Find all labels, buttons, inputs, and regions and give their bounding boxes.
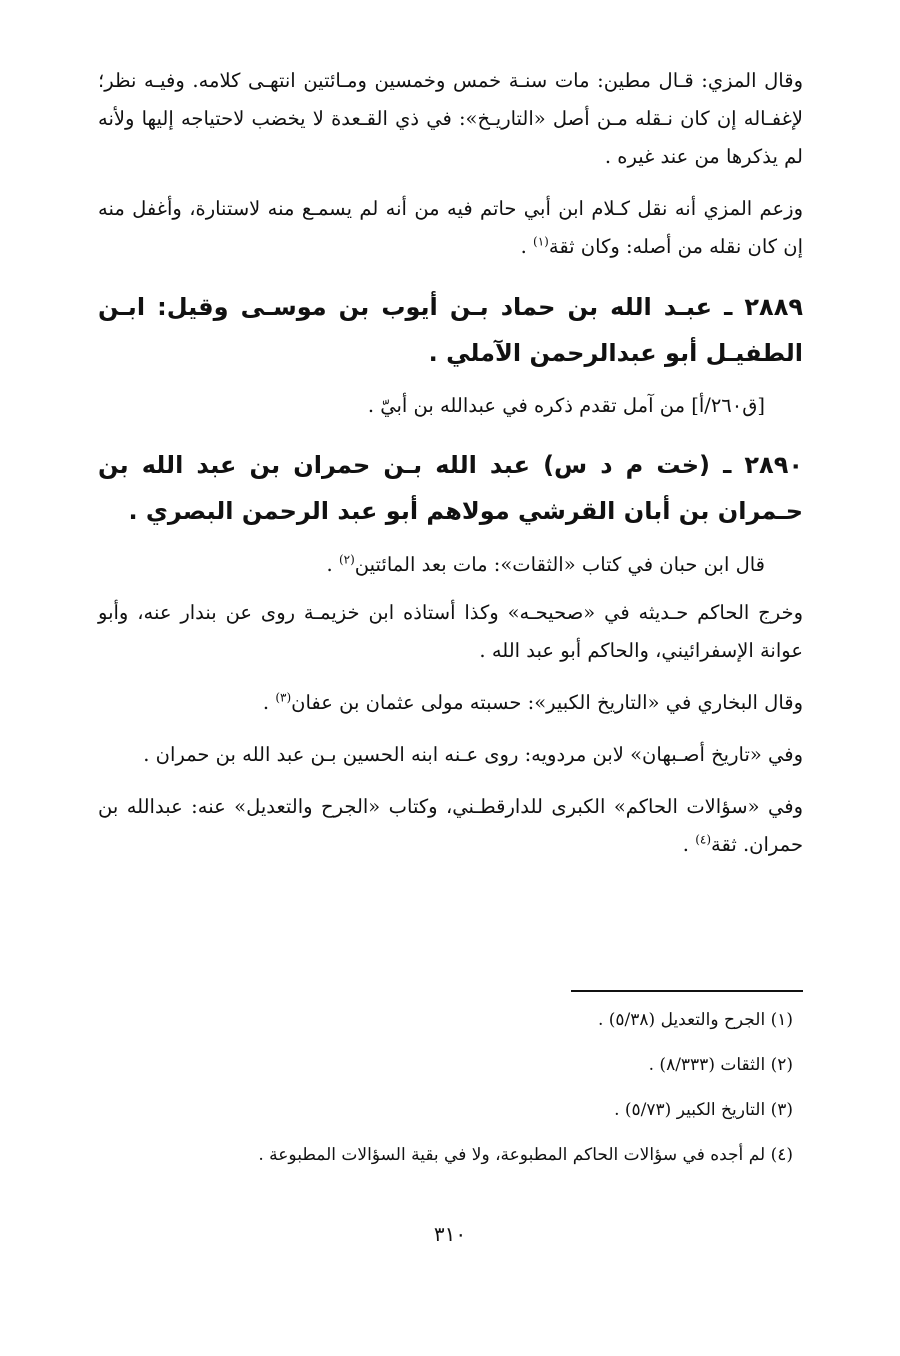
- footnote-ref-1: (١): [533, 234, 549, 249]
- paragraph-text: وقال البخاري في «التاريخ الكبير»: حسبته مولى عثمان بن عفان: [291, 691, 803, 714]
- paragraph-ibn-hibban: قال ابن حبان في كتاب «الثقات»: مات بعد المائتين$^{(٢)}$ .: [326, 552, 765, 576]
- paragraph-text: وزعم المزي أنه نقل كـلام ابن أبي حاتم فيه من أنه لم يسمـع منه لاستنارة، وأغفل منه إن كان نقله من أصله: وكان ثقة: [98, 197, 803, 258]
- page-number: ٣١٠: [433, 1222, 467, 1246]
- paragraph-hakim: [98, 594, 803, 670]
- footnote-4: (٤) لم أجده في سؤالات الحاكم المطبوعة، ولا في بقية السؤالات المطبوعة .: [258, 1145, 793, 1165]
- footnote-3: (٣) التاريخ الكبير (٥/٧٣) .: [614, 1100, 793, 1120]
- paragraph-isbahan: [98, 736, 803, 774]
- entry-note-2889: [ق٢٦٠/أ] من آمل تقدم ذكره في عبدالله بن أبيّ .: [367, 394, 765, 417]
- paragraph-text: وفي «سؤالات الحاكم» الكبرى للدارقطـني، وكتاب «الجرح والتعديل» عنه: عبدالله بن حمران. ثقة: [98, 795, 803, 856]
- footnote-ref-2: (٢): [338, 552, 355, 567]
- paragraph-text: وفي «تاريخ أصـبهان» لابن مردويه: روى عـنه ابنه الحسين بـن عبد الله بن حمران .: [143, 743, 803, 766]
- paragraph-mizzi-claim: وزعم المزي أنه نقل كـلام ابن أبي حاتم فيه من أنه لم يسمـع منه لاستنارة، وأغفل منه إن كان نقله من أصله: وكان ثقة$^{(١)}$ .: [98, 197, 803, 258]
- paragraph-text: قال ابن حبان في كتاب «الثقات»: مات بعد المائتين: [354, 553, 765, 576]
- paragraph-bukhari: وقال البخاري في «التاريخ الكبير»: حسبته مولى عثمان بن عفان$^{(٣)}$ .: [262, 690, 803, 714]
- paragraph-suealat: وفي «سؤالات الحاكم» الكبرى للدارقطـني، وكتاب «الجرح والتعديل» عنه: عبدالله بن حمران. ثقة$^{(٤)}$ .: [98, 795, 803, 856]
- paragraph-text: وقال المزي: قـال مطين: مات سنـة خمس وخمسين ومـائتين انتهـى كلامه. وفيـه نظر؛ لإغفـاله إن كان نـقله مـن أصل «التاريـخ»: في ذي القـعدة لا يخضب لاحتياجه إليها ولأنه لم يذكرها من عند غيره .: [98, 69, 803, 168]
- footnote-1: (١) الجرح والتعديل (٥/٣٨) .: [597, 1010, 793, 1030]
- entry-title-2890: ٢٨٩٠ ـ (خت م د س) عبد الله بـن حمران بن عبد الله بن حـمران بن أبان القرشي مولاهم أبو عبد الرحمن البصري .: [98, 451, 803, 525]
- paragraph-text: وخرج الحاكم حـديثه في «صحيحـه» وكذا أستاذه ابن خزيمـة روى عن بندار عنه، وأبو عوانة الإسفرائيني، والحاكم أبو عبد الله .: [98, 601, 803, 662]
- paragraph-mizzi-mutayn: [98, 62, 803, 176]
- footnote-ref-3: (٣): [275, 690, 292, 705]
- footnotes-section: [98, 1008, 803, 1188]
- footnote-2: (٢) الثقات (٨/٣٣٣) .: [648, 1055, 793, 1075]
- footnote-divider: [571, 990, 803, 992]
- page-body: [98, 62, 803, 878]
- footnote-ref-4: (٤): [695, 832, 712, 847]
- entry-title-2889: ٢٨٨٩ ـ عبـد الله بن حماد بـن أيوب بن موسـى وقيل: ابـن الطفيـل أبو عبدالرحمن الآملي .: [98, 293, 803, 367]
